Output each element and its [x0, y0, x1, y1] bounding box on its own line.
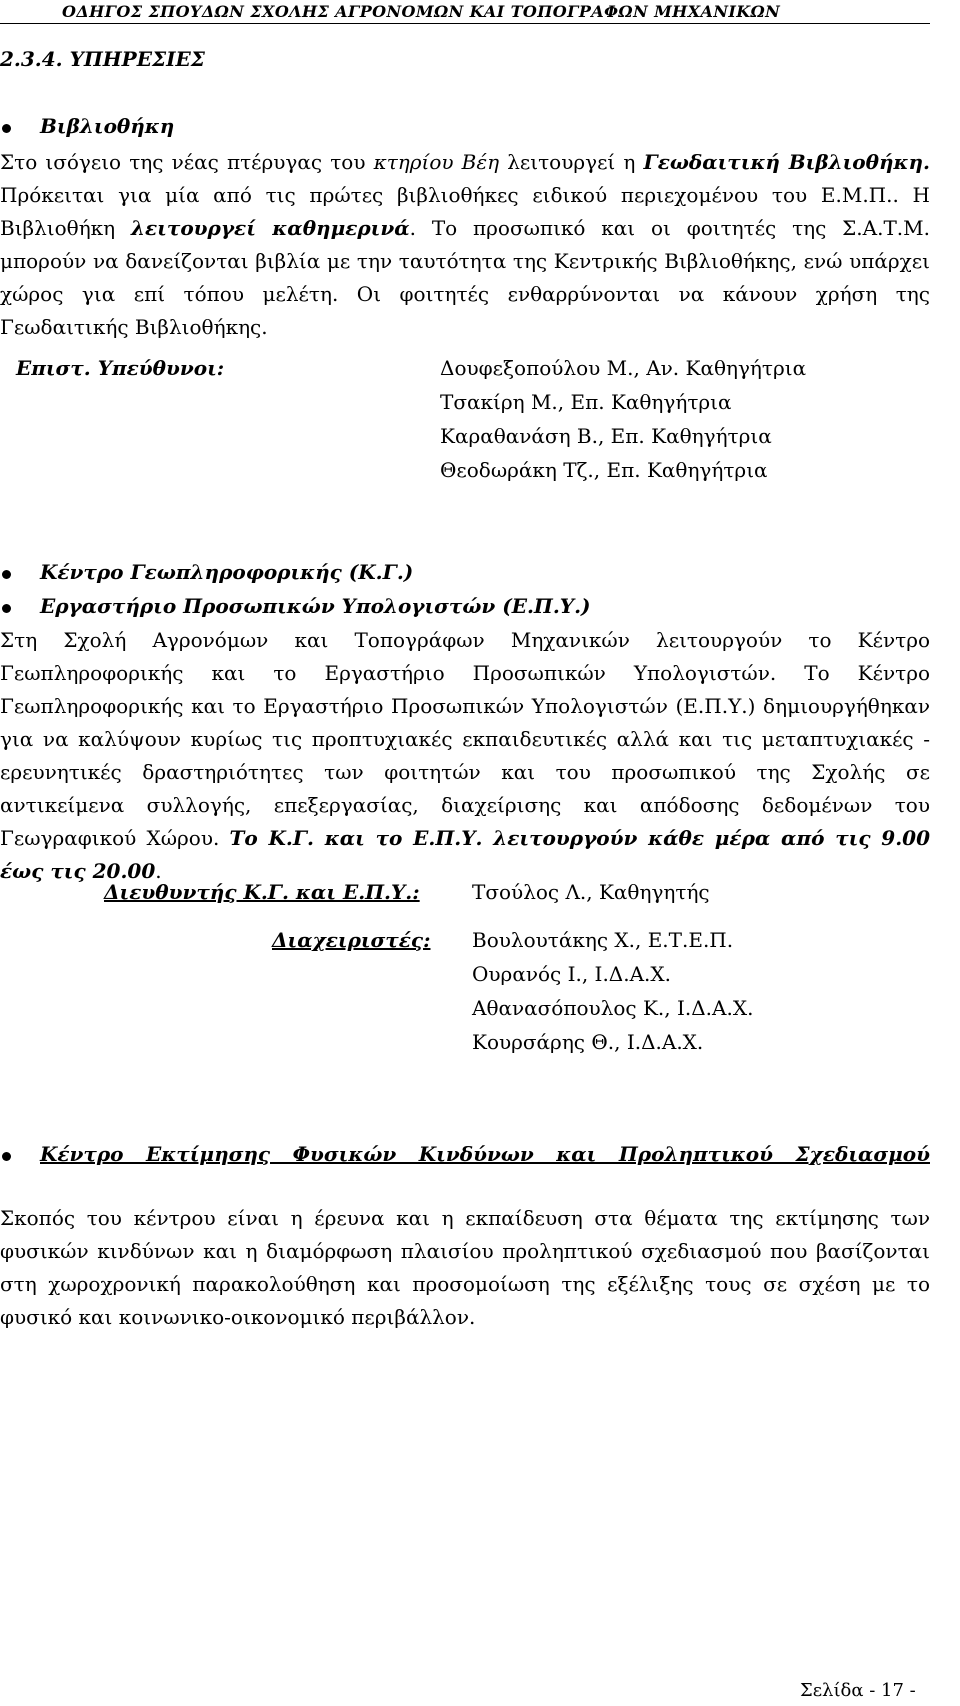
library-person: Τσακίρη Μ., Επ. Καθηγήτρια [440, 390, 732, 414]
admin-name: Αθανασόπουλος Κ., Ι.Δ.Α.Χ. [472, 996, 754, 1020]
page-number: Σελίδα - 17 - [800, 1680, 916, 1701]
geo-paragraph [0, 624, 930, 888]
library-title: Βιβλιοθήκη [40, 114, 175, 138]
library-person: Καραθανάση Β., Επ. Καθηγήτρια [440, 424, 772, 448]
geo-text-end: . [155, 859, 162, 883]
admin-name: Βουλουτάκης Χ., Ε.Τ.Ε.Π. [472, 928, 734, 952]
library-person: Θεοδωράκη Τζ., Επ. Καθηγήτρια [440, 458, 768, 482]
header-rule [0, 23, 930, 24]
bullet-icon [2, 1152, 11, 1161]
library-staff-label: Επιστ. Υπεύθυνοι: [16, 356, 225, 380]
admin-name: Κουρσάρης Θ., Ι.Δ.Α.Χ. [472, 1030, 704, 1054]
library-person: Δουφεξοπούλου Μ., Αν. Καθηγήτρια [440, 356, 807, 380]
hazard-title: Κέντρο Εκτίμησης Φυσικών Κινδύνων και Προληπτικού Σχεδιασμού [40, 1142, 930, 1166]
director-label: Διευθυντής Κ.Γ. και Ε.Π.Υ.: [104, 880, 420, 904]
geo-hours: Το Κ.Γ. και το Ε.Π.Υ. λειτουργούν κάθε μέρα από τις 9.00 έως τις 20.00 [0, 826, 930, 883]
library-text-3: Πρόκειται για μία από τις πρώτες βιβλιοθήκες ειδικού περιεχομένου του Ε.Μ.Π.. Η Βιβλιοθήκη [0, 183, 930, 240]
hazard-title-line1 [40, 1138, 930, 1171]
library-hours: λειτουργεί καθημερινά [131, 216, 410, 240]
library-name: Γεωδαιτική Βιβλιοθήκη. [643, 150, 930, 174]
admins-label: Διαχειριστές: [272, 928, 431, 952]
running-header: ΟΔΗΓΟΣ ΣΠΟΥΔΩΝ ΣΧΟΛΗΣ ΑΓΡΟΝΟΜΩΝ ΚΑΙ ΤΟΠΟΓΡΑΦΩΝ ΜΗΧΑΝΙΚΩΝ [62, 2, 781, 21]
admin-name: Ουρανός Ι., Ι.Δ.Α.Χ. [472, 962, 672, 986]
library-text-2: λειτουργεί η [499, 150, 644, 174]
pc-lab-title: Εργαστήριο Προσωπικών Υπολογιστών (Ε.Π.Υ.) [40, 594, 591, 618]
director-name: Τσούλος Λ., Καθηγητής [472, 880, 710, 904]
bullet-icon [2, 124, 11, 133]
bullet-icon [2, 570, 11, 579]
library-text-4: . Το προσωπικό και οι φοιτητές της Σ.Α.Τ.Μ. μπορούν να δανείζονται βιβλία με την ταυτότητα της Κεντρικής Βιβλιοθήκης, ενώ υπάρχει χώρος για επί τόπου μελέτη. Οι φοιτητές ενθαρρύνονται να κάνουν χρήση της Γεωδαιτικής Βιβλιοθήκης. [0, 216, 930, 339]
library-building: κτηρίου Βέη [373, 150, 500, 174]
section-heading: 2.3.4. ΥΠΗΡΕΣΙΕΣ [0, 47, 205, 71]
bullet-icon [2, 604, 11, 613]
library-text-1: Στο ισόγειο της νέας πτέρυγας του [0, 150, 374, 174]
library-paragraph [0, 146, 930, 344]
hazard-paragraph: Σκοπός του κέντρου είναι η έρευνα και η εκπαίδευση στα θέματα της εκτίμησης των φυσικών κινδύνων και η διαμόρφωση πλαισίου προληπτικού σχεδιασμού που βασίζονται στη χωροχρονική παρακολούθηση και προσομοίωση της εξέλιξης τους σε σχέση με το φυσικό και κοινωνικο-οικονομικό περιβάλλον. [0, 1206, 930, 1329]
geo-text: Στη Σχολή Αγρονόμων και Τοπογράφων Μηχανικών λειτουργούν το Κέντρο Γεωπληροφορικής και το Εργαστήριο Προσωπικών Υπολογιστών. Το Κέντρο Γεωπληροφορικής και το Εργαστήριο Προσωπικών Υπολογιστών (Ε.Π.Υ.) δημιουργήθηκαν για να καλύψουν κυρίως τις προπτυχιακές εκπαιδευτικές αλλά και τις μεταπτυχιακές - ερευνητικές δραστηριότητες των φοιτητών και του προσωπικού της Σχολής σε αντικείμενα συλλογής, επεξεργασίας, διαχείρισης και απόδοσης δεδομένων του Γεωγραφικού Χώρου. [0, 628, 930, 850]
geo-center-title: Κέντρο Γεωπληροφορικής (Κ.Γ.) [40, 560, 414, 584]
